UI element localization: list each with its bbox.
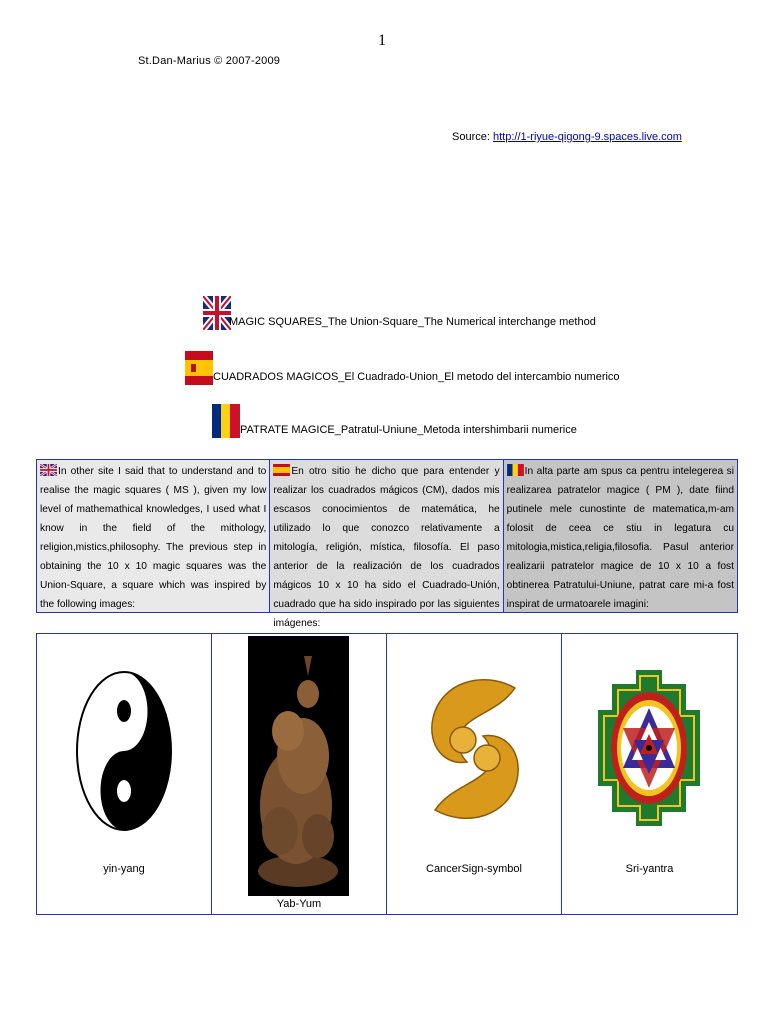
headline-romanian-text: PATRATE MAGICE_Patratul-Uniune_Metoda intershimbarii numerice: [240, 424, 577, 436]
caption-yab-yum: Yab-Yum: [276, 898, 322, 910]
page-number: 1: [378, 32, 386, 49]
sri-yantra-icon: [598, 670, 700, 826]
uk-flag-icon: [203, 296, 231, 330]
headline-spanish-text: CUADRADOS MAGICOS_El Cuadrado-Union_El metodo del intercambio numerico: [213, 371, 620, 383]
paragraph-romanian: [504, 460, 737, 612]
yin-yang-icon: [75, 670, 173, 832]
romania-flag-icon: [507, 464, 524, 476]
text-table: [36, 459, 738, 629]
headline-romanian: [212, 404, 577, 438]
author-line: St.Dan-Marius © 2007-2009: [138, 55, 281, 67]
image-cell-sri-yantra: [562, 634, 737, 914]
spain-flag-icon: [185, 351, 213, 385]
caption-sri-yantra: Sri-yantra: [625, 863, 674, 875]
image-cell-yab-yum: [212, 634, 387, 914]
uk-flag-icon: [40, 464, 57, 476]
romania-flag-icon: [212, 404, 240, 438]
paragraph-spanish-text: En otro sitio he dicho que para entender y realizar los cuadrados mágicos (CM), dados mis escasos conocimientos de matemática, he utilizado lo que conozco relativamente a mitología, religión, mística, filosofía. El paso anterior de la realización de los cuadrados mágicos 10 x 10 ha sido el Cuadrado-Unión, cuadrado que ha sido inspirado por las siguientes imágenes:: [273, 466, 500, 629]
headline-english-text: MAGIC SQUARES_The Union-Square_The Numerical interchange method: [229, 316, 596, 328]
yab-yum-statue-image: [248, 636, 349, 896]
spain-flag-icon: [273, 464, 290, 476]
image-cell-cancer-sign: [387, 634, 562, 914]
source-link[interactable]: http://1-riyue-qigong-9.spaces.live.com: [492, 131, 682, 143]
headline-english: [203, 296, 596, 330]
paragraph-spanish: [270, 460, 503, 629]
image-cell-yin-yang: [37, 634, 212, 914]
source-line: [452, 131, 682, 143]
paragraph-romanian-text: In alta parte am spus ca pentru intelegerea si realizarea patratelor magice ( PM ), date fiind putinele mele cunostinte de matematica,m-am folosit de ceea ce stiu in legatura cu mitologia,mistica,religia,filosofia. Pasul anterior realizarii patratelor magice de 10 x 10 a fost obtinerea Patratului-Uniune, patrat care mi-a fost inspirat de urmatoarele imagini:: [506, 466, 734, 610]
caption-yin-yang: yin-yang: [103, 863, 145, 875]
cancer-sign-icon: [423, 674, 527, 824]
source-label: Source:: [452, 131, 490, 143]
paragraph-english-text: In other site I said that to understand and to realise the magic squares ( MS ), given my low level of mathemathical knowledges, I used what I know in the field of the mithology, religion,mistics,philosophy. The previous step in obtaining the 10 x 10 magic squares was the Union-Square, a square which was inspired by the following images:: [40, 466, 267, 610]
caption-cancer-sign: CancerSign-symbol: [426, 863, 522, 875]
image-table: [36, 633, 738, 915]
headline-spanish: [185, 351, 620, 385]
paragraph-english: [37, 460, 270, 612]
